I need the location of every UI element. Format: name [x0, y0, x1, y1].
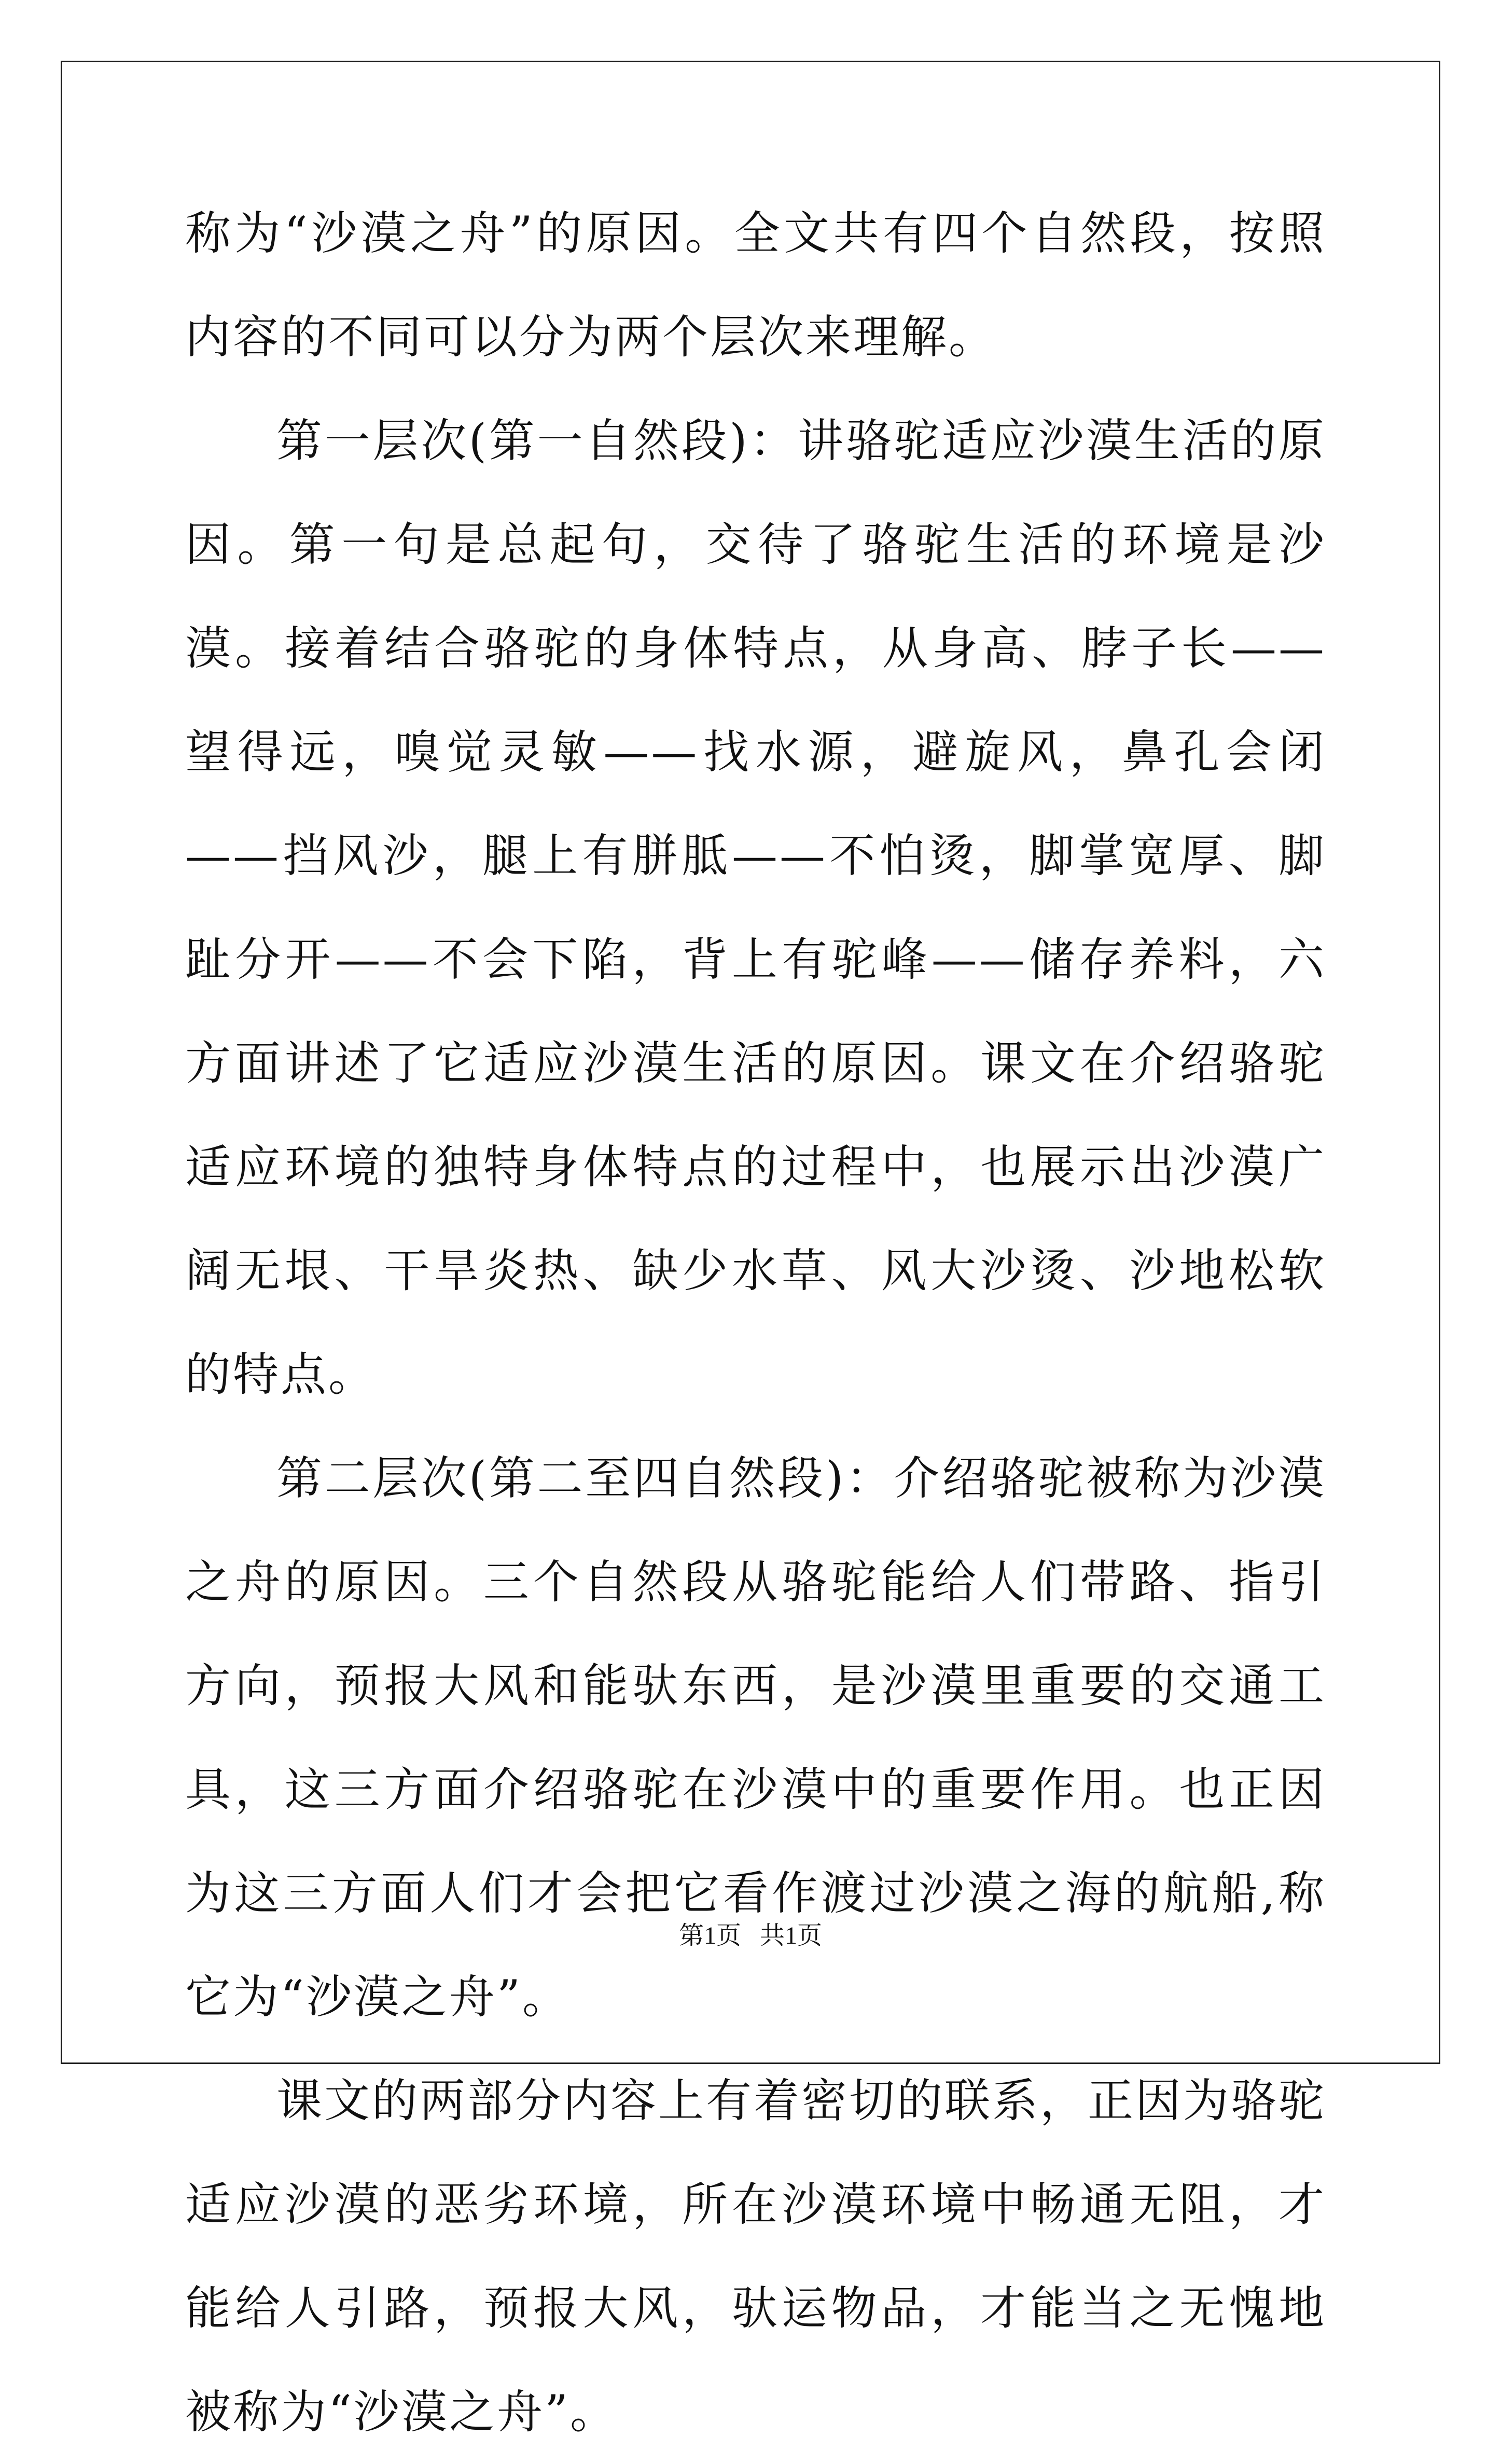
paragraph-1: 称为“沙漠之舟”的原因。全文共有四个自然段，按照内容的不同可以分为两个层次来理解。 [185, 206, 1326, 364]
paragraph-2: 第一层次(第一自然段)：讲骆驼适应沙漠生活的原因。第一句是总起句，交待了骆驼生活的环境是沙漠。接着结合骆驼的身体特点，从身高、脖子长——望得远，嗅觉灵敏——找水源，避旋风，鼻孔会闭——挡风沙，腿上有胼胝——不怕烫，脚掌宽厚、脚趾分开——不会下陷，背上有驼峰——储存养料，六方面讲述了它适应沙漠生活的原因。课文在介绍骆驼适应环境的独特身体特点的过程中，也展示出沙漠广阔无垠、干旱炎热、缺少水草、风大沙烫、沙地松软的特点。 [185, 414, 1326, 1401]
paragraph-4: 课文的两部分内容上有着密切的联系，正因为骆驼适应沙漠的恶劣环境，所在沙漠环境中畅通无阻，才能给人引路，预报大风，驮运物品，才能当之无愧地被称为“沙漠之舟”。 [185, 2074, 1327, 2439]
paragraph-3: 第二层次(第二至四自然段)：介绍骆驼被称为沙漠之舟的原因。三个自然段从骆驼能给人们带路、指引方向，预报大风和能驮东西，是沙漠里重要的交通工具，这三方面介绍骆驼在沙漠中的重要作用。也正因为这三方面人们才会把它看作渡过沙漠之海的航船,称它为“沙漠之舟”。 [185, 1451, 1326, 2024]
document-body [185, 182, 1326, 2464]
page-number-footer: 第1页 共1页 [678, 1922, 822, 1949]
